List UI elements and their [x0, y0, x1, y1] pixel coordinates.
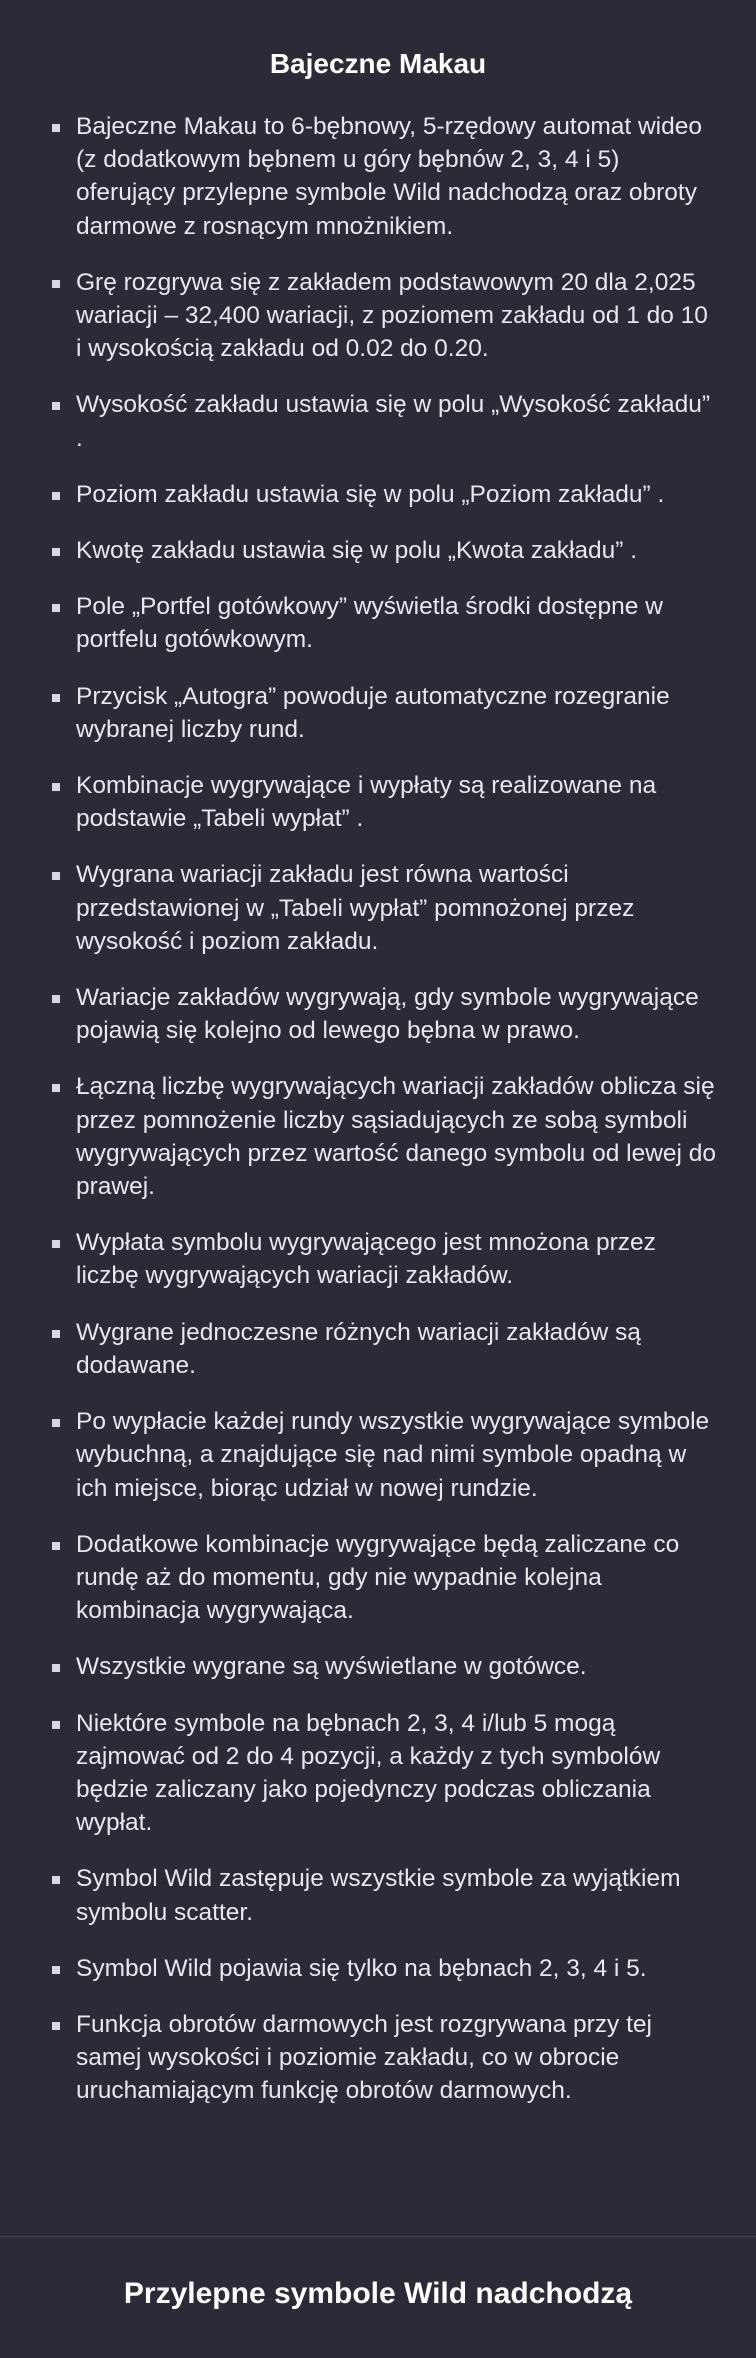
bullet-square-icon: [52, 694, 60, 702]
bullet-square-icon: [52, 2022, 60, 2030]
rule-item: [52, 1528, 720, 1628]
rule-text: Grę rozgrywa się z zakładem podstawowym 20 dla 2,025 wariacji – 32,400 wariacji, z poziomem zakładu od 1 do 10 i wysokością zakładu od 0.02 do 0.20.: [76, 268, 708, 363]
rule-item: [52, 769, 720, 835]
rule-item: [52, 858, 720, 958]
rule-item: [52, 1952, 720, 1985]
rule-text: Wypłata symbolu wygrywającego jest mnożona przez liczbę wygrywających wariacji zakładów.: [76, 1229, 656, 1290]
rule-item: [52, 388, 720, 454]
bullet-square-icon: [52, 280, 60, 288]
bullet-square-icon: [52, 1876, 60, 1884]
rule-text: Wygrana wariacji zakładu jest równa wartości przedstawionej w „Tabeli wypłat” pomnożonej przez wysokość i poziom zakładu.: [76, 861, 635, 955]
rule-text: Łączną liczbę wygrywających wariacji zakładów oblicza się przez pomnożenie liczby sąsiadujących ze sobą symboli wygrywających przez wartość danego symbolu od lewej do prawej.: [76, 1073, 717, 1201]
bullet-square-icon: [52, 1966, 60, 1974]
rule-item: [52, 1707, 720, 1840]
bullet-square-icon: [52, 604, 60, 612]
rule-text: Symbol Wild zastępuje wszystkie symbole za wyjątkiem symbolu scatter.: [76, 1865, 681, 1926]
rule-item: [52, 680, 720, 746]
rule-item: [52, 2008, 720, 2108]
rule-text: Funkcja obrotów darmowych jest rozgrywana przy tej samej wysokości i poziomie zakładu, co w obrocie uruchamiającym funkcję obrotów darmowych.: [76, 2010, 652, 2105]
bullet-square-icon: [52, 1419, 60, 1427]
rule-text: Kombinacje wygrywające i wypłaty są realizowane na podstawie „Tabeli wypłat” .: [76, 772, 657, 833]
section-title-sticky-wilds: Przylepne symbole Wild nadchodzą: [123, 2277, 633, 2310]
rule-text: Przycisk „Autogra” powoduje automatyczne rozegranie wybranej liczby rund.: [76, 682, 670, 743]
rule-item: [52, 1226, 720, 1292]
rule-item: [52, 1650, 720, 1683]
rule-item: [52, 1070, 720, 1203]
bullet-square-icon: [52, 783, 60, 791]
rule-text: Poziom zakładu ustawia się w polu „Poziom zakładu” .: [76, 480, 665, 508]
bullet-square-icon: [52, 995, 60, 1003]
bullet-square-icon: [52, 402, 60, 410]
section-divider: [0, 2236, 756, 2237]
bullet-square-icon: [52, 872, 60, 880]
rule-text: Bajeczne Makau to 6-bębnowy, 5-rzędowy automat wideo (z dodatkowym bębnem u góry bębnów 2, 3, 4 i 5) oferujący przylepne symbole Wild nadchodzą oraz obroty darmowe z rosnącym mnożnikiem.: [76, 113, 702, 240]
section-title-game-name: Bajeczne Makau: [269, 48, 487, 79]
rule-item: [52, 1316, 720, 1382]
rule-text: Wariacje zakładów wygrywają, gdy symbole wygrywające pojawią się kolejno od lewego bębna w prawo.: [76, 984, 699, 1045]
rule-item: [52, 1862, 720, 1928]
rule-text: Wygrane jednoczesne różnych wariacji zakładów są dodawane.: [76, 1318, 641, 1379]
rule-text: Kwotę zakładu ustawia się w polu „Kwota zakładu” .: [76, 537, 638, 565]
bullet-square-icon: [52, 1542, 60, 1550]
bullet-square-icon: [52, 492, 60, 500]
rule-text: Symbol Wild pojawia się tylko na bębnach 2, 3, 4 i 5.: [76, 1954, 647, 1982]
rule-text: Dodatkowe kombinacje wygrywające będą zaliczane co rundę aż do momentu, gdy nie wypadnie kolejna kombinacja wygrywająca.: [76, 1530, 680, 1625]
rule-item: [52, 590, 720, 656]
bullet-square-icon: [52, 1330, 60, 1338]
rules-list: [0, 96, 756, 2108]
bullet-square-icon: [52, 124, 60, 132]
rule-item: [52, 1405, 720, 1505]
rule-text: Niektóre symbole na bębnach 2, 3, 4 i/lub 5 mogą zajmować od 2 do 4 pozycji, a każdy z tych symbolów będzie zaliczany jako pojedynczy podczas obliczania wypłat.: [76, 1709, 661, 1837]
rule-item: [52, 534, 720, 567]
rule-item: [52, 478, 720, 511]
rule-item: [52, 266, 720, 366]
rule-text: Wysokość zakładu ustawia się w polu „Wysokość zakładu” .: [76, 391, 711, 452]
rule-item: [52, 110, 720, 243]
rule-text: Pole „Portfel gotówkowy” wyświetla środki dostępne w portfelu gotówkowym.: [76, 593, 663, 654]
bullet-square-icon: [52, 1721, 60, 1729]
bullet-square-icon: [52, 1084, 60, 1092]
rule-item: [52, 981, 720, 1047]
bullet-square-icon: [52, 1240, 60, 1248]
bullet-square-icon: [52, 548, 60, 556]
bullet-square-icon: [52, 1664, 60, 1672]
rule-text: Wszystkie wygrane są wyświetlane w gotówce.: [76, 1653, 587, 1681]
rule-text: Po wypłacie każdej rundy wszystkie wygrywające symbole wybuchną, a znajdujące się nad nimi symbole opadną w ich miejsce, biorąc udział w nowej rundzie.: [76, 1408, 710, 1502]
